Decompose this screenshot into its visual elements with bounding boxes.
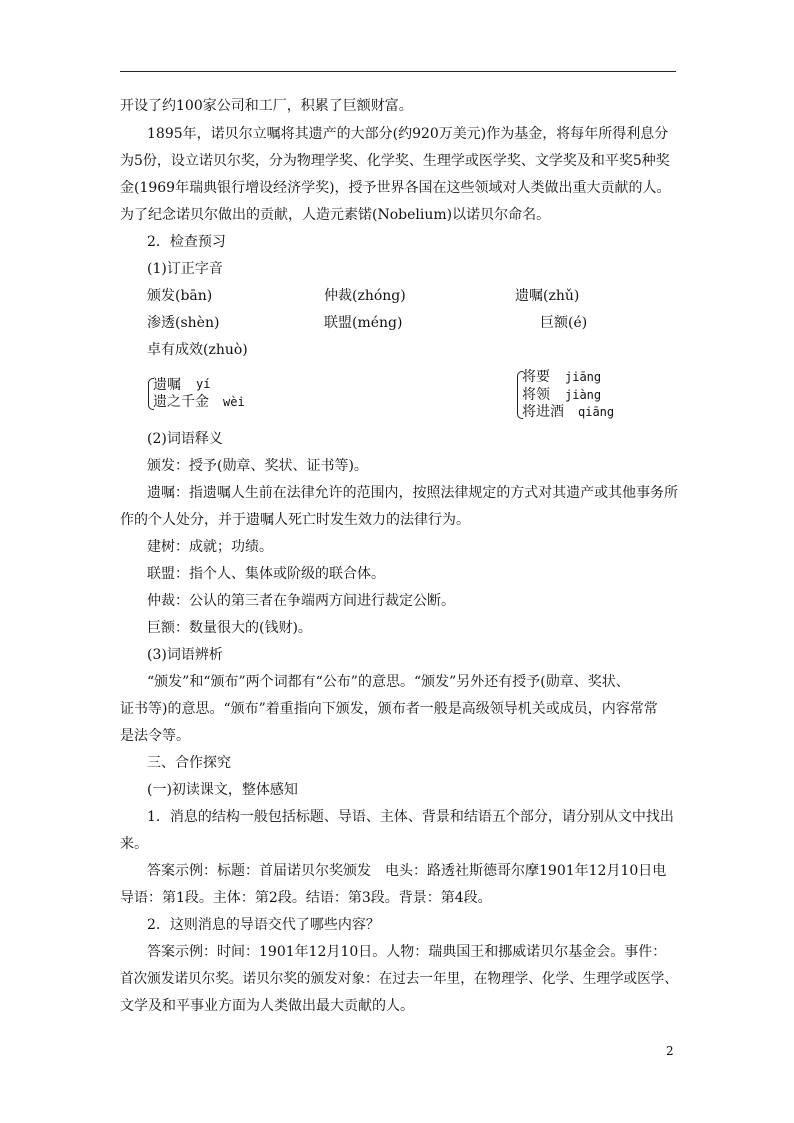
answer-line: 首次颁发诺贝尔奖。诺贝尔奖的颁发对象：在过去一年里，在物理学、化学、生理学或医学、 <box>120 971 678 987</box>
definition-line: 巨额：数量很大的(钱财)。 <box>147 620 312 636</box>
header-rule <box>120 71 676 72</box>
answer-line: 答案示例：时间：1901年12月10日。人物：瑞典国王和挪威诺贝尔基金会。事件： <box>147 944 667 960</box>
polyphone-word: 将领 <box>522 387 550 403</box>
paragraph-line: 1895年，诺贝尔立嘱将其遗产的大部分(约920万美元)作为基金，将每年所得利息分 <box>147 126 669 142</box>
polyphone-pinyin: jiàng <box>565 388 602 402</box>
definition-line: 作的个人处分，并于遗嘱人死亡时发生效力的法律行为。 <box>120 512 470 528</box>
question-line: 1．消息的结构一般包括标题、导语、主体、背景和结语五个部分，请分别从文中找出 <box>147 809 674 825</box>
page-number: 2 <box>666 1044 674 1058</box>
answer-line: 文学及和平事业方面为人类做出最大贡献的人。 <box>120 998 414 1014</box>
subsection-heading: (1)订正字音 <box>147 261 223 277</box>
definition-line: 遗嘱：指遗嘱人生前在法律允许的范围内，按照法律规定的方式对其遗产或其他事务所 <box>147 485 678 501</box>
polyphone-word: 遗嘱 <box>153 377 181 393</box>
paragraph-line: 金(1969年瑞典银行增设经济学奖)，授予世界各国在这些领域对人类做出重大贡献的人。 <box>120 180 671 196</box>
polyphone-word: 将进酒 <box>522 404 564 420</box>
paragraph-line: “颁发”和“颁布”两个词都有“公布”的意思。“颁发”另外还有授予(勋章、奖状、 <box>147 674 630 690</box>
polyphone-word: 遗之千金 <box>153 394 209 410</box>
polyphone-pinyin: qiāng <box>578 405 615 419</box>
pronunciation-item: 遗嘱(zhǔ) <box>515 288 580 304</box>
paragraph-line: 为5份，设立诺贝尔奖，分为物理学奖、化学奖、生理学或医学奖、文学奖及和平奖5种奖 <box>120 153 670 169</box>
section-heading: 三、合作探究 <box>147 755 231 771</box>
polyphone-pinyin: wèi <box>223 395 245 409</box>
pronunciation-item: 仲裁(zhóng) <box>324 288 406 304</box>
pronunciation-item: 联盟(méng) <box>324 315 403 331</box>
subsection-heading: (2)词语释义 <box>147 431 223 447</box>
definition-line: 仲裁：公认的第三者在争端两方间进行裁定公断。 <box>147 593 455 609</box>
question-line: 来。 <box>120 836 148 852</box>
section-heading: 2．检查预习 <box>147 234 226 250</box>
subsection-heading: (一)初读课文，整体感知 <box>147 782 298 798</box>
definition-line: 颁发：授予(勋章、奖状、证书等)。 <box>147 458 368 474</box>
pronunciation-item: 颁发(bān) <box>147 288 213 304</box>
paragraph-line: 开设了约100家公司和工厂，积累了巨额财富。 <box>120 98 413 114</box>
answer-line: 导语：第1段。主体：第2段。结语：第3段。背景：第4段。 <box>120 890 492 906</box>
subsection-heading: (3)词语辨析 <box>147 647 223 663</box>
paragraph-line: 是法令等。 <box>120 728 190 744</box>
pronunciation-item: 渗透(shèn) <box>147 315 220 331</box>
pronunciation-item: 巨额(é) <box>540 315 588 331</box>
definition-line: 建树：成就；功绩。 <box>147 539 273 555</box>
pronunciation-item: 卓有成效(zhuò) <box>147 342 248 358</box>
polyphone-pinyin: yí <box>196 377 211 391</box>
answer-line: 答案示例：标题：首届诺贝尔奖颁发 电头：路透社斯德哥尔摩1901年12月10日电 <box>147 863 667 879</box>
paragraph-line: 证书等)的意思。“颁布”着重指向下颁发，颁布者一般是高级领导机关或成员，内容常常 <box>120 701 658 717</box>
polyphone-pinyin: jiāng <box>565 370 602 384</box>
polyphone-word: 将要 <box>522 369 550 385</box>
paragraph-line: 为了纪念诺贝尔做出的贡献，人造元素锘(Nobelium)以诺贝尔命名。 <box>120 207 551 223</box>
definition-line: 联盟：指个人、集体或阶级的联合体。 <box>147 566 385 582</box>
question-line: 2．这则消息的导语交代了哪些内容？ <box>147 917 380 933</box>
